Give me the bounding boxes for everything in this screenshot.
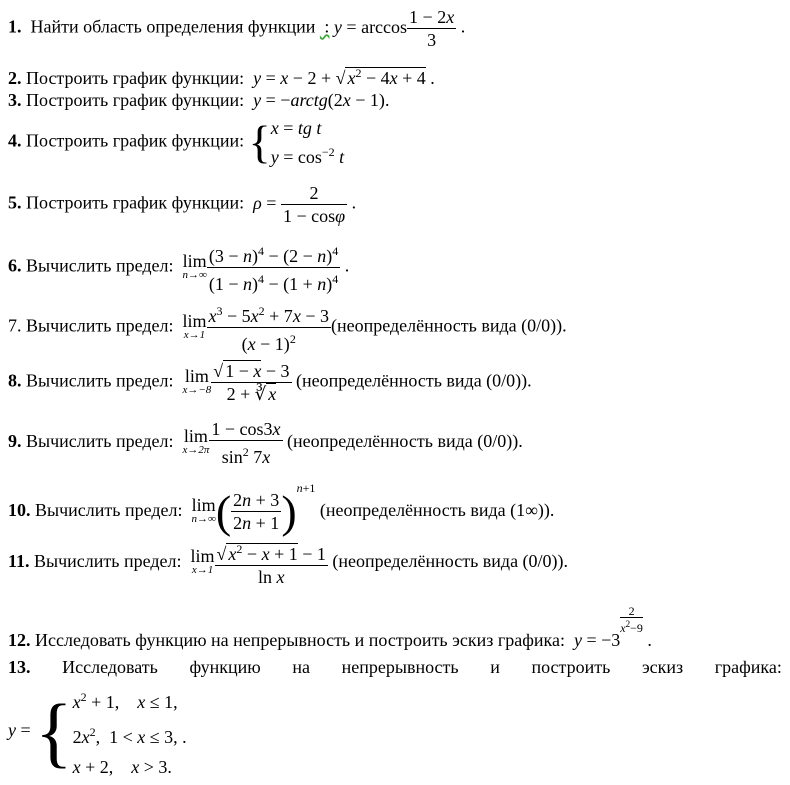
problem-8	[8, 360, 532, 405]
problem-text: Вычислить предел:	[35, 500, 183, 520]
problem-note: (неопределённость вида (0/0)).	[332, 551, 569, 572]
problem-number: 10.	[8, 500, 31, 520]
problem-number: 13.	[8, 657, 31, 677]
problem-7	[8, 300, 567, 355]
problem-1: 1. Найти область определения функции : y = arccos $\frac{1 - 2x}{3}$ .	[8, 7, 466, 50]
formula: y =	[8, 720, 31, 741]
formula: ρ = $\frac{2}{1 - \cos\varphi}$	[253, 183, 346, 226]
problem-11	[8, 538, 568, 588]
colon: :	[319, 16, 330, 37]
formula: y = −arctg(2x − 1)	[253, 90, 385, 110]
formula: lim x→2π $\frac{1 - \cos 3x}{\sin^2 7x}$	[182, 419, 281, 467]
problem-text: Построить график функции:	[26, 192, 245, 213]
problem-text: Построить график функции:	[26, 130, 245, 151]
formula: y = −3 $^{\frac{2}{x^2-9}}$	[573, 604, 643, 650]
problem-text: Вычислить предел:	[26, 370, 174, 391]
problem-10	[8, 478, 555, 537]
formula: x = tg t $y = \cos^{-2} t$	[270, 118, 345, 167]
problem-9	[8, 418, 523, 468]
problem-number: 7.	[8, 315, 22, 336]
problem-text: Вычислить предел:	[26, 255, 174, 276]
problem-note: (неопределённость вида (1∞)).	[319, 500, 555, 520]
formula: y = x − 2 + √ $x^2 - 4x + 4$	[253, 66, 426, 88]
problem-number: 11.	[8, 551, 30, 572]
problem-text: Построить график функции:	[26, 68, 245, 88]
problem-number: 12.	[8, 630, 31, 650]
left-brace: {	[35, 688, 73, 775]
problem-text: Вычислить предел:	[26, 431, 174, 452]
left-brace: {	[248, 116, 271, 168]
formula: lim n→∞ ( $\frac{2n + 3}{2n + 1}$ )$^{n+1}$	[191, 481, 316, 537]
problem-13: 13. Исследовать функцию на непрерывность и построить эскиз графика:	[8, 657, 782, 677]
problem-note: (неопределённость вида (0/0)).	[296, 370, 532, 391]
problem-text: Найти область определения функции	[30, 16, 316, 37]
problem-2: 2. Построить график функции: y = x − 2 + √ $x^2 - 4x + 4$ .	[8, 66, 435, 88]
piecewise-cases: $x^2 + 1$, x ≤ 1, $2x^2$, 1 < x ≤ 3, . x + 2, x > 3.	[72, 690, 187, 777]
problem-note: (неопределённость вида (0/0)).	[330, 315, 567, 336]
problem-13-formula	[8, 682, 187, 782]
problem-number: 1.	[8, 16, 22, 37]
problem-5: 5. Построить график функции: ρ = $\frac{2}{1 - \cos\varphi}$ .	[8, 183, 357, 226]
formula: lim n→∞ $\frac{(3 - n)^4 - (2 - n)^4}{(1 - n)^4 - (1 + n)^4}$	[182, 244, 339, 294]
problem-4	[8, 116, 344, 169]
problem-number: 6.	[8, 255, 22, 276]
problem-number: 4.	[8, 130, 22, 151]
formula: y = arccos $\frac{1 - 2x}{3}$	[333, 7, 455, 50]
problem-text: Вычислить предел:	[34, 551, 182, 572]
problem-number: 9.	[8, 431, 22, 452]
problem-number: 3.	[8, 90, 22, 110]
problem-12: 12. Исследовать функцию на непрерывность и построить эскиз графика: y = −3 $^{\frac{2}{x^2-9}}$ .	[8, 604, 652, 650]
problem-note: (неопределённость вида (0/0)).	[287, 431, 523, 452]
problem-number: 5.	[8, 192, 22, 213]
problem-6: 6. Вычислить предел: lim n→∞ $\frac{(3 - n)^4 - (2 - n)^4}{(1 - n)^4 - (1 + n)^4}$ .	[8, 244, 350, 294]
problem-number: 8.	[8, 370, 22, 391]
problem-text: Вычислить предел:	[26, 315, 174, 336]
formula: lim x→−8 $\frac{√ 1 - x - 3}{2 + ∛ x}$	[182, 361, 290, 404]
problem-text: Построить график функции:	[26, 90, 245, 110]
formula: lim x→1 $\frac{x^3 - 5x^2 + 7x - 3}{(x - 1)^2}$	[182, 304, 329, 354]
problem-text: Исследовать функцию на непрерывность и построить эскиз графика:	[35, 630, 565, 650]
problem-3: 3. Построить график функции: y = −arctg(2x − 1).	[8, 90, 390, 110]
problem-number: 2.	[8, 68, 22, 88]
formula: lim x→1 $\frac{√ x^2 - x + 1 - 1}{\text{ln x}}$	[190, 542, 326, 587]
